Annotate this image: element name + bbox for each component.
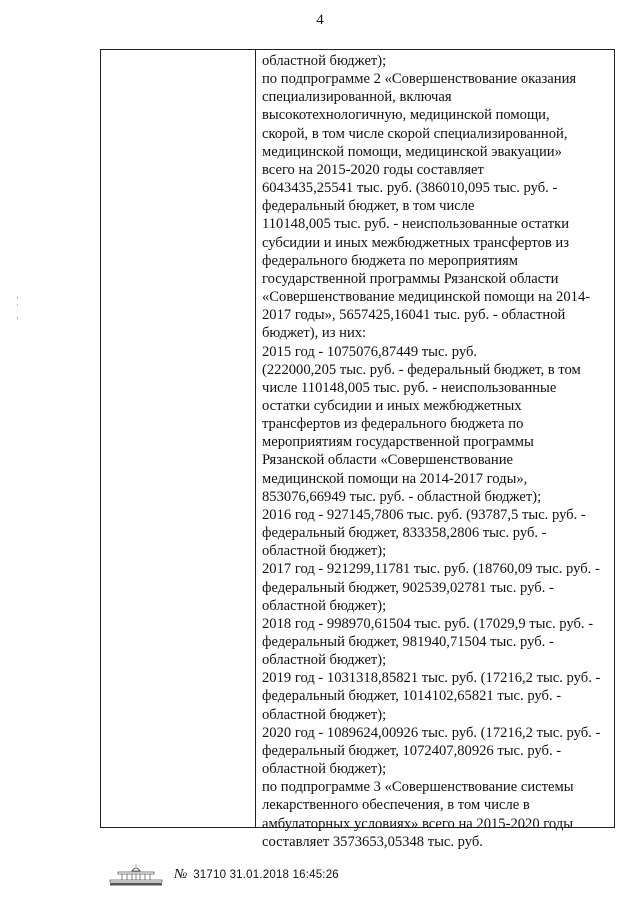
registration-number-and-date: 31710 31.01.2018 16:45:26 — [193, 869, 339, 881]
text-line: государственной программы Рязанской области — [262, 270, 559, 287]
text-line: 2016 год - 927145,7806 тыс. руб. (93787,5 тыс. руб. - — [262, 506, 586, 523]
text-line: областной бюджет); — [262, 706, 387, 723]
margin-scan-mark: · ˙ · — [16, 293, 19, 323]
text-line: 2020 год - 1089624,00926 тыс. руб. (17216,2 тыс. руб. - — [262, 724, 601, 741]
number-sign: № — [174, 867, 188, 882]
text-line: (222000,205 тыс. руб. - федеральный бюджет, в том — [262, 361, 581, 378]
document-table — [100, 49, 615, 850]
text-line: субсидии и иных межбюджетных трансфертов из — [262, 234, 569, 251]
text-line: областной бюджет); — [262, 543, 387, 560]
text-line: медицинской помощи, медицинской эвакуации» — [262, 143, 562, 160]
text-line: остатки субсидии и иных межбюджетных — [262, 397, 522, 414]
text-line: 6043435,25541 тыс. руб. (386010,095 тыс. руб. - — [262, 180, 558, 197]
text-line: областной бюджет); — [262, 652, 387, 669]
text-line: специализированной, включая — [262, 89, 452, 106]
text-line: трансфертов из федерального бюджета по — [262, 416, 524, 433]
text-line: федеральный бюджет, 1072407,80926 тыс. руб. - — [262, 742, 562, 759]
text-line: медицинской помощи на 2014-2017 годы», — [262, 470, 528, 487]
text-line: по подпрограмме 3 «Совершенствование системы — [262, 779, 574, 796]
text-line: федерального бюджета по мероприятиям — [262, 252, 519, 269]
text-line: федеральный бюджет, 902539,02781 тыс. руб. - — [262, 579, 554, 596]
table-right-cell — [256, 50, 614, 850]
registration-stamp — [108, 863, 339, 887]
text-line: по подпрограмме 2 «Совершенствование оказания — [262, 71, 577, 88]
text-line: бюджет), из них: — [262, 325, 367, 342]
text-line: всего на 2015-2020 годы составляет — [262, 161, 484, 178]
text-line: 2019 год - 1031318,85821 тыс. руб. (17216,2 тыс. руб. - — [262, 670, 601, 687]
text-line: «Совершенствование медицинской помощи на 2014- — [262, 289, 591, 306]
government-building-emblem-icon — [108, 864, 164, 886]
text-line: 2017 годы», 5657425,16041 тыс. руб. - областной — [262, 307, 566, 324]
text-line: федеральный бюджет, в том числе — [262, 198, 475, 215]
text-line: федеральный бюджет, 981940,71504 тыс. руб. - — [262, 634, 554, 650]
text-line: 853076,66949 тыс. руб. - областной бюджет); — [262, 488, 542, 505]
page-number: 4 — [316, 12, 324, 28]
text-line: областной бюджет); — [262, 597, 387, 614]
text-line: областной бюджет); — [262, 761, 387, 778]
text-line: составляет 3573653,05348 тыс. руб. — [262, 833, 483, 850]
text-line: 2017 год - 921299,11781 тыс. руб. (18760,09 тыс. руб. - — [262, 561, 600, 578]
text-line: мероприятиям государственной программы — [262, 434, 534, 451]
text-line: федеральный бюджет, 1014102,65821 тыс. руб. - — [262, 688, 562, 705]
text-line: числе 110148,005 тыс. руб. - неиспользованные — [262, 379, 557, 396]
text-line: амбулаторных условиях» всего на 2015-2020 годы — [262, 815, 574, 832]
text-line: 2018 год - 998970,61504 тыс. руб. (17029,9 тыс. руб. - — [262, 615, 594, 632]
text-line: скорой, в том числе скорой специализированной, — [262, 125, 568, 142]
table-left-cell — [101, 50, 256, 827]
text-line: лекарственного обеспечения, в том числе в — [262, 797, 530, 814]
text-line: Рязанской области «Совершенствование — [262, 452, 513, 469]
text-line: 2015 год - 1075076,87449 тыс. руб. — [262, 343, 478, 360]
text-line: областной бюджет); — [262, 53, 387, 69]
text-line: 110148,005 тыс. руб. - неиспользованные остатки — [262, 216, 570, 233]
text-line: федеральный бюджет, 833358,2806 тыс. руб. - — [262, 525, 547, 542]
text-line: высокотехнологичную, медицинской помощи, — [262, 107, 550, 124]
